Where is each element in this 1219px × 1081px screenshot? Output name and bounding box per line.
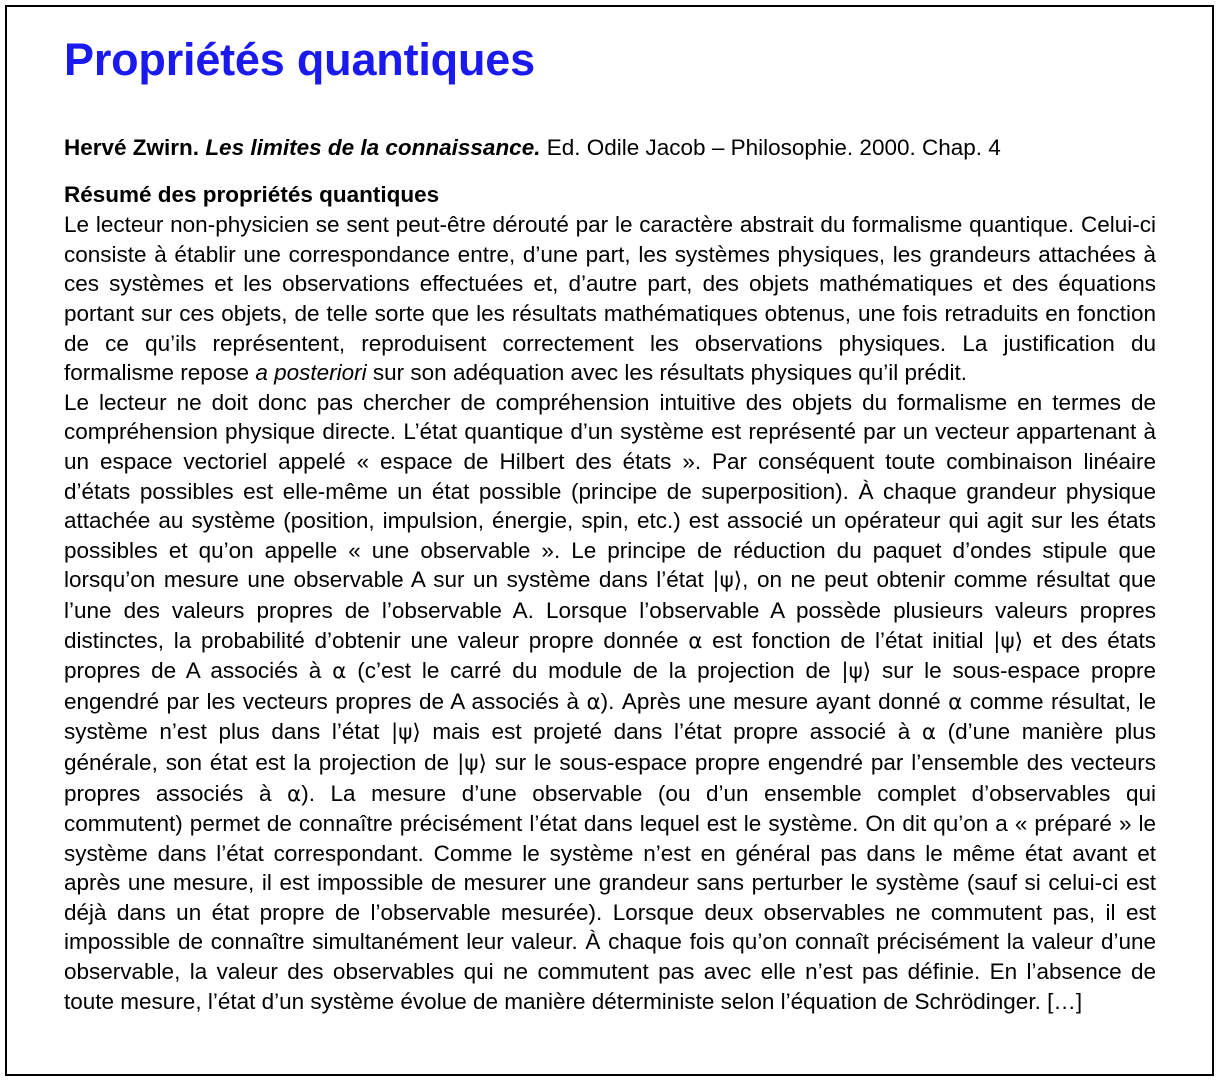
p2-text-5: (c’est le carré du module de la projection de — [346, 658, 842, 684]
ket-notation: |ψ⟩ — [993, 628, 1024, 654]
alpha-symbol: α — [287, 781, 302, 807]
alpha-symbol: α — [332, 659, 347, 685]
section-heading: Résumé des propriétés quantiques — [64, 181, 440, 207]
paragraph-two — [64, 388, 1156, 1016]
p2-text-7: ). Après une mesure ayant donné — [600, 688, 949, 714]
alpha-symbol: α — [688, 628, 703, 654]
p2-text-8: comme résultat, le système n’est plus dans l’état — [64, 688, 1156, 745]
citation-author: Hervé Zwirn. — [64, 135, 200, 161]
p2-text-10: (d’une manière plus générale, son état est la projection de — [64, 719, 1156, 775]
p2-text-1: Le lecteur ne doit donc pas chercher de compréhension intuitive des objets du formalisme en termes de compréhension physique directe. L’état quantique d’un système est représenté par un vecteur appartenant à un espace vectoriel appelé « espace de Hilbert des états ». Par conséquent toute combinaison linéaire d’états possibles est elle-même un état possible (principe de superposition). À chaque grandeur physique attachée au système (position, impulsion, énergie, spin, etc.) est associé un opérateur qui agit sur les états possibles et qu’on appelle « une observable ». Le principe de réduction du paquet d’ondes stipule que lorsqu’on mesure une observable A sur un système dans l’état — [64, 389, 1156, 593]
alpha-symbol: α — [948, 689, 963, 715]
ket-notation: |ψ⟩ — [712, 568, 743, 594]
paragraph-one-italic-posteriori: posteriori — [274, 360, 367, 386]
citation-work-title: Les limites de la connaissance. — [205, 135, 541, 161]
paragraph-one — [64, 210, 1156, 388]
slide-content — [64, 34, 1156, 1016]
p2-text-4: et des états propres de A associés à — [64, 627, 1156, 684]
page-title: Propriétés quantiques — [64, 34, 535, 85]
paragraph-one-text-b: sur son adéquation avec les résultats physiques qu’il prédit. — [366, 360, 968, 386]
ket-notation: |ψ⟩ — [841, 659, 872, 685]
alpha-symbol: α — [921, 720, 937, 746]
p2-text-11: sur le sous-espace propre engendré par l’ensemble des vecteurs propres associés à — [64, 749, 1156, 806]
ket-notation: |ψ⟩ — [457, 750, 487, 776]
ket-notation: |ψ⟩ — [390, 720, 421, 746]
p2-text-12: ). La mesure d’une observable (ou d’un ensemble complet d’observables qui commutent) permet de connaître précisément l’état dans lequel est le système. On dit qu’on a « préparé » le système dans l’état correspondant. Comme le système n’est en général pas dans le même état avant et après une mesure, il est impossible de mesurer une grandeur sans perturber le système (sauf si celui-ci est déjà dans un état propre de l’observable mesurée). Lorsque deux observables ne commutent pas, il est impossible de connaître simultanément leur valeur. À chaque fois qu’on connaît précisément la valeur d’une observable, la valeur des observables qui ne commutent pas avec elle n’est pas définie. En l’absence de toute mesure, l’état d’un système évolue de manière déterministe selon l’équation de Schrödinger. […] — [64, 780, 1156, 1014]
p2-text-9: mais est projeté dans l’état propre associé à — [420, 719, 922, 745]
alpha-symbol: α — [586, 689, 601, 715]
p2-text-2: , on ne peut obtenir comme résultat que l’une des valeurs propres de l’observable A. Lorsque l’observable A possède plusieurs valeurs propres distinctes, la probabilité d’obtenir une valeur propre donnée — [64, 567, 1156, 653]
p2-text-3: est fonction de l’état initial — [702, 627, 994, 653]
paragraph-one-text-a: Le lecteur non-physicien se sent peut-être dérouté par le caractère abstrait du formalisme quantique. Celui-ci consiste à établir une correspondance entre, d’une part, les systèmes physiques, les grandeurs attachées à ces systèmes et les observations effectuées et, d’autre part, des objets mathématiques et des équations portant sur ces objets, de telle sorte que les résultats mathématiques obtenus, une fois retraduits en fonction de ce qu’ils représentent, reproduisent correctement les observations physiques. La justification du formalisme repose — [64, 212, 1156, 386]
paragraph-one-italic-a: a — [255, 360, 268, 386]
citation-line — [64, 134, 1156, 163]
citation-publisher: Ed. Odile Jacob – Philosophie. 2000. Chap. 4 — [546, 135, 1001, 161]
p2-text-6: sur le sous-espace propre engendré par les vecteurs propres de A associés à — [64, 658, 1156, 714]
